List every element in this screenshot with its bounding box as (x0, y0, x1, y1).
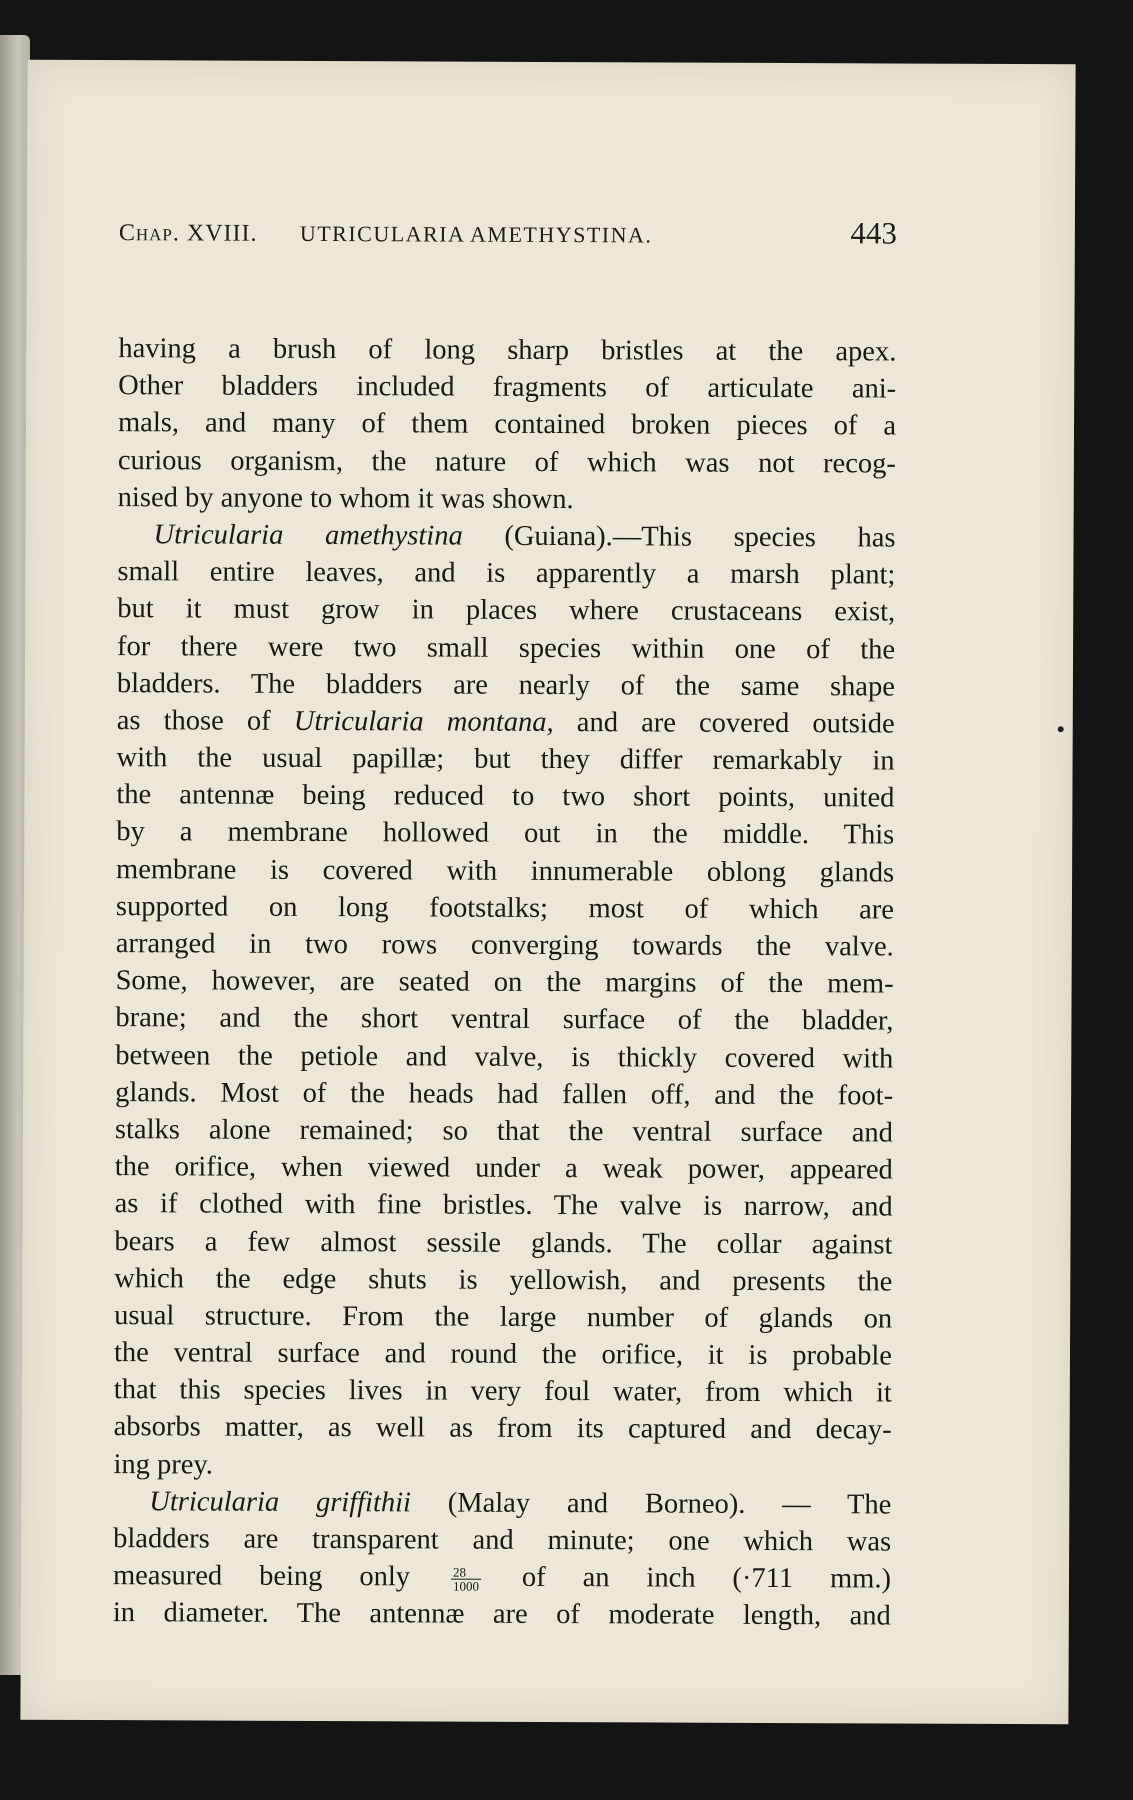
text-line (116, 925, 894, 966)
text-span: membrane is covered with innumerable oblong glands (116, 853, 895, 889)
text-line (115, 1074, 893, 1115)
text-span: Some, however, are seated on the margins of the mem- (115, 965, 894, 1000)
text-line (113, 1483, 891, 1524)
running-head (119, 210, 897, 253)
text-line (118, 479, 896, 520)
text-span: stalks alone remained; so that the ventral surface and (114, 1114, 894, 1149)
text-line (118, 442, 896, 483)
text-span: the ventral surface and round the orifice, it is probable (113, 1337, 893, 1372)
text-line (113, 1520, 891, 1561)
text-line (118, 404, 896, 445)
text-line (113, 1594, 891, 1635)
text-span: of an inch (·711 mm.) (484, 1561, 892, 1595)
text-line (115, 999, 893, 1040)
text-span: supported on long footstalks; most of which are (115, 890, 894, 926)
text-span: the antennæ being reduced to two short points, united (116, 779, 895, 814)
text-line (113, 1557, 891, 1598)
text-line (114, 1334, 892, 1375)
text-span: measured being only (112, 1560, 448, 1593)
text-span: as if clothed with fine bristles. The valve is narrow, and (114, 1188, 893, 1223)
fraction-denominator: 1000 (452, 1578, 480, 1594)
text-span: by a membrane hollowed out in the middle. This (116, 816, 895, 851)
text-line (116, 776, 894, 817)
italic-species-name: Utricularia amethystina (153, 519, 463, 552)
text-span: (Malay and Borneo). — The (410, 1487, 892, 1521)
text-line (117, 590, 895, 631)
text-span: usual structure. From the large number of glands on (114, 1299, 893, 1335)
text-span: as those of (116, 704, 294, 737)
fraction-numerator: 28 (451, 1566, 481, 1580)
text-span: bladders are transparent and minute; one which was (113, 1523, 892, 1558)
text-span: the orifice, when viewed under a weak power, appeared (114, 1151, 893, 1186)
text-line (114, 1409, 892, 1450)
text-span: with the usual papillæ; but they differ remarkably in (116, 742, 895, 777)
text-line (117, 628, 895, 669)
chapter-label: Chap. XVIII. (118, 220, 258, 247)
book-page (20, 60, 1075, 1725)
text-span: that this species lives in very foul water, from which it (113, 1374, 892, 1409)
text-line (117, 702, 895, 743)
text-span: brane; and the short ventral surface of the bladder, (115, 1002, 894, 1037)
text-line (117, 739, 895, 780)
italic-species-name: Utricularia griffithii (149, 1486, 412, 1519)
running-title: UTRICULARIA AMETHYSTINA. (299, 220, 653, 248)
text-span: small entire leaves, and is apparently a marsh plant; (117, 556, 896, 591)
text-span: absorbs matter, as well as from its captured and decay- (113, 1411, 892, 1446)
page-number: 443 (850, 215, 897, 251)
text-line (114, 1223, 892, 1264)
text-span: nised by anyone to whom it was shown. (117, 481, 574, 515)
text-span: bears a few almost sessile glands. The collar against (114, 1225, 893, 1261)
text-span: arranged in two rows converging towards the valve. (115, 928, 894, 963)
text-line (115, 1185, 893, 1226)
text-line (114, 1297, 892, 1338)
text-span: having a brush of long sharp bristles at the apex. (118, 333, 897, 368)
text-line (114, 1371, 892, 1412)
text-line (115, 1037, 893, 1078)
text-line (116, 814, 894, 855)
text-span: but it must grow in places where crustaceans exist, (117, 593, 896, 628)
italic-species-name: Utricularia montana, (293, 705, 554, 738)
text-line (117, 665, 895, 706)
text-line (116, 851, 894, 892)
text-line (116, 888, 894, 929)
text-line (113, 1446, 891, 1487)
text-line (115, 1111, 893, 1152)
text-line (118, 330, 896, 371)
text-span: ing prey. (113, 1448, 214, 1481)
text-line (114, 1260, 892, 1301)
text-line (115, 1148, 893, 1189)
text-line (116, 962, 894, 1003)
fraction (451, 1566, 481, 1593)
text-span: mals, and many of them contained broken pieces of a (117, 407, 897, 442)
text-span: Other bladders included fragments of articulate ani- (118, 370, 897, 405)
text-line (118, 367, 896, 408)
text-span: glands. Most of the heads had fallen off, and the foot- (115, 1076, 894, 1112)
text-span: curious organism, the nature of which was not recog- (117, 444, 896, 480)
text-span: and are covered outside (553, 706, 895, 740)
text-line (117, 553, 895, 594)
text-span: between the petiole and valve, is thickly covered with (115, 1039, 894, 1075)
ink-speck (1058, 726, 1064, 732)
text-span: (Guiana).—This species has (462, 520, 896, 554)
text-span: bladders. The bladders are nearly of the same shape (116, 667, 895, 703)
body-text (113, 330, 897, 1635)
text-span: in diameter. The antennæ are of moderate length, and (112, 1597, 891, 1632)
text-span: which the edge shuts is yellowish, and presents the (114, 1262, 893, 1298)
text-line (117, 516, 895, 557)
text-span: for there were two small species within one of the (117, 630, 896, 666)
